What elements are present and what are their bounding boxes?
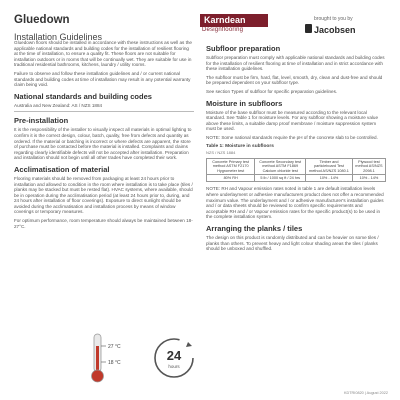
acclimatisation-illustration bbox=[88, 332, 198, 384]
clock-24-hours-icon bbox=[155, 339, 193, 377]
arrange-text: The design on this product is randomly distributed and can be heavier on some tiles / planks than others. To prevent heavy and light colour shading areas the tiles / planks should be unboxed and shuffled. bbox=[206, 234, 379, 252]
page-title: Gluedown bbox=[14, 14, 70, 26]
preinstall-heading: Pre-installation bbox=[14, 116, 69, 126]
moisture-text: Moisture of the base subfloor must be measured according to the relevant local standard. See Table 1 for moisture levels. For any subfloor showing a moisture value above these limits, a suitable damp proof membrane / moisture suppression system must be used. bbox=[206, 109, 379, 132]
table-header-cell: Plywood test method AS/NZS 2098.1 bbox=[352, 158, 385, 174]
table-header-cell: Concrete Secondary test method ASTM F1869 Calcium chloride test bbox=[255, 158, 306, 174]
preinstall-text: It is the responsibility of the installer to visually inspect all materials in optimal lighting to confirm it is the correct design, colour, batch, quality, free from defects and quantity as ordered. If the material or batching is incorrect or where defects are apparent, the store of purchase must be contacted before the material is installed. Complaints and claims regarding clearly identifiable defects will not be accepted after installation. Preparation and installation should not begin until all other trades have completed their work. bbox=[14, 127, 192, 161]
table-note: NOTE: RH and Vapour emission rates noted in table 1 are default installation levels where underlayment or adhesive manufacturers product does not offer a recommended maximum value. The underlayment and / or adhesive manufacturer's installation guides and / or data sheets should be reviewed to confirm specific requirements and acceptable RH and / or Vapour emission rates for the specific product(s) to be used in the complete installation system. bbox=[206, 186, 384, 220]
table-subtitle: NZS / NZS 1884 bbox=[206, 150, 236, 156]
table-title: Table 1: Moisture in subfloors bbox=[206, 143, 274, 149]
hours-number: 24 bbox=[166, 348, 182, 363]
divider bbox=[14, 111, 194, 112]
temp-low-label: 18 °C bbox=[108, 360, 121, 366]
subfloor-text: Subfloor preparation must comply with applicable national standards and building codes for the installation of resilient flooring at time of installation and in strict accordance with these installation guidelines. bbox=[206, 55, 385, 72]
thermometer-bulb bbox=[92, 370, 104, 382]
subfloor-text-2: The subfloor must be firm, hard, flat, level, smooth, dry, clean and dust-free and should be prepared dependent on your subfloor type. bbox=[206, 74, 383, 86]
subfloor-see: See section Types of subfloor for specific preparation guidelines. bbox=[206, 88, 338, 94]
hours-label: hours bbox=[168, 364, 180, 369]
acclimatisation-text: Flooring materials should be removed from packaging at least 24 hours prior to installation and allowed to condition in the room where installation is to take place (tiles / planks may be stacked but must be rested flat). HVAC systems, where available, should be in operation during the acclimatisation period (at least 24 hours prior to, during, and 24 hours after installation of floor coverings). Exposure to direct sunlight should be avoided during the acclimatisation and installation process by means of window coverings or temporary measures. bbox=[14, 175, 193, 215]
standards-text: Australia and New Zealand: AS / NZS 1884 bbox=[14, 102, 103, 108]
standards-heading: National standards and building codes bbox=[14, 91, 152, 101]
table-cell: 5 lb / 1000 sq ft / 24 hrs bbox=[255, 174, 306, 181]
footer-code: KDTRI0820 | August 2022 bbox=[343, 391, 388, 395]
karndean-logo-sub: Designflooring bbox=[202, 27, 244, 33]
jacobsen-logo: Jacobsen bbox=[314, 25, 356, 35]
table-row bbox=[207, 174, 386, 181]
jacobsen-logo-icon bbox=[305, 24, 312, 33]
left-column bbox=[14, 40, 194, 232]
arrange-heading: Arranging the planks / tiles bbox=[206, 223, 303, 233]
karndean-logo-word: Karndean bbox=[200, 14, 268, 27]
brought-by-text: brought to you by bbox=[314, 16, 353, 22]
thermometer-icon bbox=[92, 334, 121, 382]
intro-paragraph-1: Gluedown floors should be installed in accordance with these instructions as well as the applicable national standards and building codes for the installation of resilient flooring at the time of installation, to ensure a quality fit. These floors are not suitable for installation outdoors or in rooms that will be continually wet. They are suitable for use in traditional residential bathrooms, kitchens, laundry / utility rooms. bbox=[14, 40, 192, 68]
right-column bbox=[206, 40, 386, 255]
temperature-text: For optimum performance, room temperature should always be maintained between 18-27°C. bbox=[14, 218, 193, 229]
karndean-logo bbox=[200, 14, 268, 36]
moisture-heading: Moisture in subfloors bbox=[206, 98, 283, 108]
subfloor-heading: Subfloor preparation bbox=[206, 44, 281, 53]
moisture-note: NOTE: Some national standards require the pH of the concrete slab to be controlled. bbox=[206, 134, 378, 140]
page-subtitle: Installation Guidelines bbox=[14, 32, 103, 42]
intro-paragraph-2: Failure to observe and follow these installation guidelines and / or current national standards and building codes at time of installation may result in any potential warranty claim being void. bbox=[14, 70, 191, 88]
moisture-table bbox=[206, 158, 386, 183]
table-header-cell: Timber and particleboard Test method AS/NZS 1080.1 bbox=[306, 158, 353, 174]
table-cell: 10% - 14% bbox=[306, 174, 353, 181]
table-header-row bbox=[207, 158, 386, 174]
table-cell: 80% RH bbox=[207, 174, 255, 181]
table-header-cell: Concrete Primary test method ASTM F2170 Hygrometer test bbox=[207, 158, 255, 174]
acclimatisation-heading: Acclimatisation of material bbox=[14, 164, 110, 174]
clock-arrow-icon bbox=[186, 342, 192, 347]
temp-high-label: 27 °C bbox=[108, 344, 121, 350]
table-cell: 10% - 14% bbox=[352, 174, 385, 181]
